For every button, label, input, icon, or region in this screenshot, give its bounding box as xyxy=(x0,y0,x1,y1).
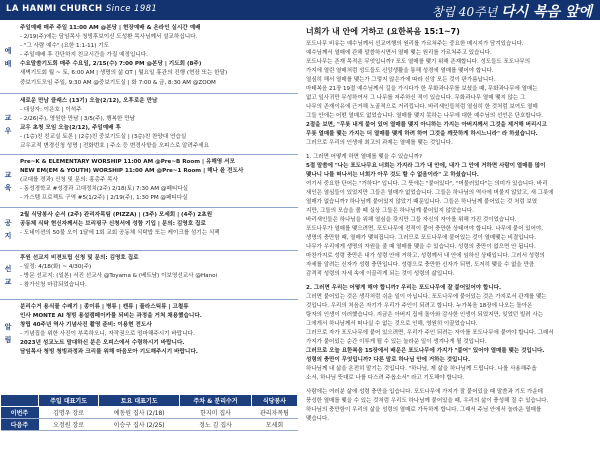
announcement-line: - 2/26(주), 영원한 만남 | 3/5(주), 행복한 만남 xyxy=(20,116,136,123)
announcement-line: - 참가신청 마감되었습니다. xyxy=(20,282,87,289)
announcement-line: 2023년 성교노트 말대하신 분은 오피스에서 수령하시기 바랍니다. xyxy=(20,340,185,347)
category-label xyxy=(0,95,16,154)
slogan-anniversary: 창립 40주년 xyxy=(431,5,498,19)
category-label xyxy=(0,301,16,367)
table-cell: 오정원 장로 xyxy=(39,419,99,431)
announcements-column xyxy=(0,22,298,390)
sermon-line: 그에게서 하나님께서 떠나실 수 없는 것으로 인해, 영원히 이끌었습니다. xyxy=(306,321,478,327)
category-char: 지 xyxy=(4,231,12,240)
table-header-cell: 토요 대표기도 xyxy=(99,395,180,407)
table-cell: 한지미 집사 xyxy=(180,407,252,419)
section-community xyxy=(0,209,298,251)
sermon-line: 자세를 알려는 신자가 성령 충만입니다. 성령으로 충만한 신자가 되면, 도저히 맺을 수 없을 만큼 xyxy=(306,262,535,268)
sermon-intro xyxy=(306,40,596,148)
church-name-text: LA HANMI CHURCH xyxy=(6,4,103,14)
sermon-title: 너희가 내 안에 거하고 (요한복음 15:1~7) xyxy=(306,27,460,36)
table-cell: 이승구 집사 (2/25) xyxy=(99,419,180,431)
point-title-text: 1. 그러면 어떻게 하면 열매를 맺을 수 있습니까? xyxy=(306,154,423,160)
sermon-line: 그러므로 오늘 요한복음 15장에서 배운은 포도나무에 가지가 "붙어" 있어야 열매를 맺는 것입니다. xyxy=(306,348,545,354)
section-members xyxy=(0,95,298,155)
sermon-line: 사람에는 여러분 삶에 성령 충만을 입습니다. 포도나무에 가지가 잘 붙어있을 때 말씀과 기도 가운데 xyxy=(306,389,543,395)
announcement-line: - 도네이션의 50불 오이 1달에 1회 교회 공동체 식탁밥 또는 케이크를 섬기는 식팩 xyxy=(20,230,220,237)
row-label: 다음주 xyxy=(1,419,39,431)
point-1-title xyxy=(306,153,596,162)
row-label: 이번주 xyxy=(1,407,39,419)
announcement-line: - "그 사람 예수" (요한 1:1-11) 기도 xyxy=(20,43,109,50)
sermon-line: 하나님께 내 삶을 온전히 맡기는 것입니다. "하나님, 제 삶을 하나님께 드립니다. 나를 사용해주옵 xyxy=(306,366,537,372)
table-cell: 관리자목팀 xyxy=(251,407,297,419)
announcement-line: - 방문 선교지: (일본) 서진 선교사 @Toyama & (베트남) 이보영선교사 @Hanoi xyxy=(20,273,218,280)
announcement-line: 교우교적 변경신청 성명 | 전화번호 | 주소 등 변경사항을 오피스로 알려주세요 xyxy=(20,143,210,150)
sermon-line: 여기서 중요한 단어는 "거하다" 입니다. 그 뜻에는 "붙어있다", "머물러있다"는 의미가 있습니다. 바리 xyxy=(306,181,548,187)
sermon-line: 성령의 충만이 무엇입니까? 다른 말로 하나님 안에 거하는 것입니다. xyxy=(306,357,471,363)
announcement-line: 분리수거 용식물 수레기 | 종이류 | 병류 | 캔류 | 플라스틱류 | 고철류 xyxy=(20,304,189,310)
duty-table-header xyxy=(1,395,298,407)
sermon-line: 풍성한 열매를 맺을 수 있는 것처럼 우리도 하나님께 붙어있을 때, 우리의 삶이 풍성해 질 수 있습니다. xyxy=(306,398,549,404)
sermon-line: 그러므로 우리의 인생에 최고의 과제는 열매를 맺는 것입니다. xyxy=(306,140,453,146)
announcement-line: 창립 40주년 역사 기념사진 촬영 준비: 이용현 전도사 xyxy=(20,322,152,329)
sermon-line: 지만, 그들의 모습을 볼 때 실상 그들은 하나님께 붙어있지 않았습니다. xyxy=(306,208,474,214)
sermon-point-1 xyxy=(306,162,596,279)
category-label xyxy=(0,209,16,250)
announcement-line: NEW EM(EM & YOUTH) WORSHIP 11:00 AM @Pre~1 Room | 해나 윤 전도사 xyxy=(20,168,244,175)
sermon-line: 맺나니 나를 떠나서는 너희가 아무 것도 할 수 없음이라" 고 하셨습니다. xyxy=(306,172,479,178)
table-header-cell: 주일 대표기도 xyxy=(39,395,99,407)
section-body xyxy=(20,97,296,152)
sermon-closing xyxy=(306,388,596,424)
announcement-line: - 대상자: 이은호 | 이석주 xyxy=(20,107,82,114)
sermon-line: 열매가 없습니까? 하나님께 붙어있지 않았기 때문입니다. 그들은 하나님께 붙어있는 것 처럼 보였 xyxy=(306,199,538,205)
sermon-line: 포도나무는 존재 목적은 무엇입니까? 포도 열매를 맺기 위해 존재합니다. 성도들도 포도나무의 xyxy=(306,59,531,65)
sermon-line: 맺습니다. xyxy=(306,416,330,422)
sermon-line: 열심히 해서 열매를 맺는가 그렇지 않은가에 따라 신앙 모든 것이 판가름납니다. xyxy=(306,77,496,83)
announcement-line: 인사 MONTE AI 청빙 용설캠페이카를 되비는 과정을 거쳐 채용했습니다. xyxy=(20,313,202,320)
announcement-line: 중보기도모임 주일, 9:30 AM @중보기도실 | 화 7:00 & 금, 8:30 AM @ZOOM xyxy=(20,79,216,86)
section-body xyxy=(20,211,296,238)
announcement-line: 교우 초청 모임 오늘(2/12), 주일예배 후 xyxy=(20,125,121,132)
point-title-text: 2. 그러면 우리는 어떻게 해야 합니까? 우리는 포도나무에 잘 붙어있어야 합니다. xyxy=(306,285,502,291)
point-2-title xyxy=(306,284,596,293)
category-label xyxy=(0,156,16,207)
sermon-line: 소서, 하나님 뜻대로 나를 다스려 주옵소서" 라고 기도해야 합니다. xyxy=(306,375,465,381)
announcement-line: 수요말씀기도회 매주 수요일, 2/15(수) 7:00 PM @본당 | 기도회 (8주) xyxy=(20,61,202,68)
sermon-line: 바리새인들은 하나님을 위해 열심을 갖지만 그들 자신의 자아를 위해 가진 것이었습니다. xyxy=(306,217,517,223)
table-cell: 정노 김 집사 xyxy=(180,419,252,431)
sermon-line: 예수님께서 열매에 관해 말씀하시면서 열매 맺는 원리를 가르쳐주고 있습니다. xyxy=(306,50,492,56)
announcement-line: 새로운 만남 클래스 (13기) 오늘(2/12), 오후로운 만남 xyxy=(20,98,158,104)
sermon-line: 하나님의 충만함이 우리의 삶을 성령의 열매로 가득하게 합니다. 그래서 주님 안에서 놀라운 열매를 xyxy=(306,407,542,413)
table-cell: 모세회 xyxy=(251,419,297,431)
sermon-column xyxy=(306,26,596,424)
category-char: 우 xyxy=(4,126,12,135)
section-body xyxy=(20,158,296,203)
announcement-line: - 2/19(주)에는 담임목사 청빙후보이신 도성환 목사님께서 설교하십니다. xyxy=(20,34,198,41)
category-char: 육 xyxy=(4,183,12,192)
section-education xyxy=(0,156,298,208)
sermon-line: 5절 말씀에 "나는 포도나무요 너희는 가지라 그가 내 안에, 내가 그 안에 거하면 사람이 열매를 많이 xyxy=(306,163,546,169)
announcement-line: 새벽기도회 월 ~ 토, 6:00 AM | 생명의 삶 QT | 월요일 휴관의 진행 (현장 또는 한달) xyxy=(20,70,228,77)
table-row xyxy=(1,419,298,431)
sermon-line: 포도나무가 열매를 맺으려면, 포도나무에 전적이 붙어 충만한 상태여야 합니다. 나무에 붙어 있어야, xyxy=(306,226,543,232)
sermon-line: 나무의 존재이유에 근거해 노골적으로 거리낍니다. 바리새인들처럼 열심히 한 것처럼 보여도 열매 xyxy=(306,104,538,110)
table-header-cell: 주차 & 분리수거 xyxy=(180,395,252,407)
sermon-line: 무릇 열매를 맺는 가지는 더 열매를 맺게 하려 하여 그것을 깨끗하게 하시느니라" 라 하셨습니다. xyxy=(306,131,538,137)
duty-table xyxy=(0,394,298,431)
announcement-line: 후원 선교지 비젼트립 신청 및 문의: 김영호 집로 xyxy=(20,255,139,261)
category-char: 림 xyxy=(4,336,12,344)
header-bar xyxy=(0,0,600,20)
category-char: 알 xyxy=(4,323,12,331)
category-char: 예 xyxy=(4,46,12,55)
announcement-line: (교대를 경과) 신청 및 문의: 홍총주 목사 xyxy=(20,177,118,184)
sermon-point-2 xyxy=(306,293,596,383)
category-char: 교 xyxy=(4,277,12,286)
table-header-cell: 식당봉사 xyxy=(251,395,297,407)
sermon-line: 그러면 붙어있는 것은 생각처럼 쉬운 일이 아닙니다. 포도나무에 붙어있는 것은 가지로서 관계를 맺는 xyxy=(306,294,547,300)
table-cell: 김명우 장로 xyxy=(39,407,99,419)
category-char: 공 xyxy=(4,218,12,227)
table-header-cell xyxy=(1,395,39,407)
sermon-line: 가지에 열린 열매처럼 성도들도 신앙생활을 통해 성경에 열매를 맺어야 합니다. xyxy=(306,68,494,74)
announcement-line: Pre~K & ELEMENTARY WORSHIP 11:00 AM @Pre~B Room | 유해영 서모 xyxy=(20,159,235,165)
announcement-line: - 일정: 4/18(화) ~ 4/30(주) xyxy=(20,264,92,271)
announcement-line: 주일예배 매주 주일 11:00 AM @본당 | 현장예배 & 온라인 실시간 예배 xyxy=(20,25,201,31)
sermon-line: 탕자의 인생이 이러했습니다. 지금은 아버지 집에 돌아와 감사한 인생이 되었지만, 잊었던 빌려 사는 xyxy=(306,312,543,318)
section-body xyxy=(20,303,296,358)
sermon-line: 마찬가지로 성령 충만은 내가 성령 안에 거하고, 성령께서 내 안에 임하신 상태입니다. 그러서 성령의 xyxy=(306,253,545,259)
sermon-line: 그러므로 자가 포도나무에 붙어 있으려면, 우리가 주인 되려는 자아를 포도나무에 붙여야 합니다. 그래서 xyxy=(306,330,554,336)
category-label xyxy=(0,252,16,299)
category-label xyxy=(0,22,16,93)
sermon-line: 것입니다. 우리의 처음은 자기가 우리가 주인이 되려고 합니다. 누가복음 18장에 나오는 돌아온 xyxy=(306,303,533,309)
church-name xyxy=(6,4,157,14)
section-worship xyxy=(0,22,298,94)
section-body xyxy=(20,254,296,290)
slogan xyxy=(432,1,592,21)
sermon-line: 감격적 성령의 자세 속에 이끌리게 되는 것이 성령의 삶입니다. xyxy=(306,271,455,277)
sermon-line: 없고 잎사귀만 무성하여서 그 나무를 저주하신 적이 있습니다. 무화과나무 열매 맺지 않는 그 xyxy=(306,95,526,101)
slogan-main: 다시 복음 앞에 xyxy=(501,4,592,20)
announcement-line: - (1층)친 친교실 토론 | (2층)친 중보기도실 | (3층)친 찬양대 연습실 xyxy=(20,134,187,141)
announcement-line: 2월 식당봉사 순서 (2주) 관리자목팀 (PIZZA) | (3주) 모세회 | (4주) 2초원 xyxy=(20,212,213,218)
sermon-line: 새인은 열심들이 있었지만 그들은 열매가 없었습니다. 그들은 하나님의 역사에 머물지 않았고, 새 그릇에 xyxy=(306,190,554,196)
sermon-line: 마태복음 21장 19절 예수님께서 길을 가시다가 한 무화과나무를 보셨을 때, 무화과나무에 열매는 xyxy=(306,86,538,92)
category-char: 교 xyxy=(4,170,12,179)
announcement-line: - 가스템 프로젝트 구역 #5(1/2주) | 2/19(주), 1:30 PM @페티다실 xyxy=(20,195,188,202)
sermon-line: 2절을 보면, "무릇 내게 붙어 있어 열매를 맺지 아니하는 가지는 아버지께서 그것을 제거해 버리시고 xyxy=(306,122,547,128)
category-char: 배 xyxy=(4,59,12,68)
category-char: 교 xyxy=(4,113,12,122)
sermon-line: 그들 안에는 어떤 열매도 없었습니다. 열매를 맺지 못하는 나무에 대한 예수님의 선언은 단호합니다. xyxy=(306,113,543,119)
sermon-line: 가지가 붙어있는 순간 이루게 될 수 있는 놀라운 일이 생겨나게 될 것입니다. xyxy=(306,339,487,345)
category-char: 선 xyxy=(4,264,12,273)
section-notices xyxy=(0,301,298,367)
sermon-line: 생명의 충만함 때, 열매가 맺혀집니다. 그러므로 포도나무에 붙어있는 것이 열매맺는 비결입니다. xyxy=(306,235,536,241)
announcement-line: - 주일예배 후 간단하지 친교시간을 가질 예정입니다. xyxy=(20,52,148,59)
announcement-line: - 동성경학교 #성경과 고대정치(2주) 2/18(토) 7:30 AM @페티다실 xyxy=(20,186,189,193)
table-cell: 예동원 집사 (2/18) xyxy=(99,407,180,419)
sermon-line: 포도나무 비유는 예수님께서 선교여행의 원리를 가르쳐주는 중요한 메시지가 담겨있습니다. xyxy=(306,41,524,47)
section-mission xyxy=(0,252,298,300)
sermon-line: 나무가 우리에게 생명의 자원을 줄 때 열매를 맺을 수 있습니다. 성령의 충만이 없으면 안 됩니다. xyxy=(306,244,536,250)
section-body xyxy=(20,24,296,88)
announcement-line: 공동체 식탁 현신자께서는 브리핑구 신청서에 성함 기입 | 문의: 김영호 집로 xyxy=(20,221,206,228)
table-row xyxy=(1,407,298,419)
announcement-line: - 기념집을 위한 사진이 부족하오니, 자작권으로 엄마해주시기 바랍니다. xyxy=(20,331,195,338)
announcement-line: 담임목사 청빙 청빙과정과 크리를 위해 마음모아 기도해주시기 바랍니다. xyxy=(20,349,198,356)
since-text: Since 1981 xyxy=(105,4,158,14)
